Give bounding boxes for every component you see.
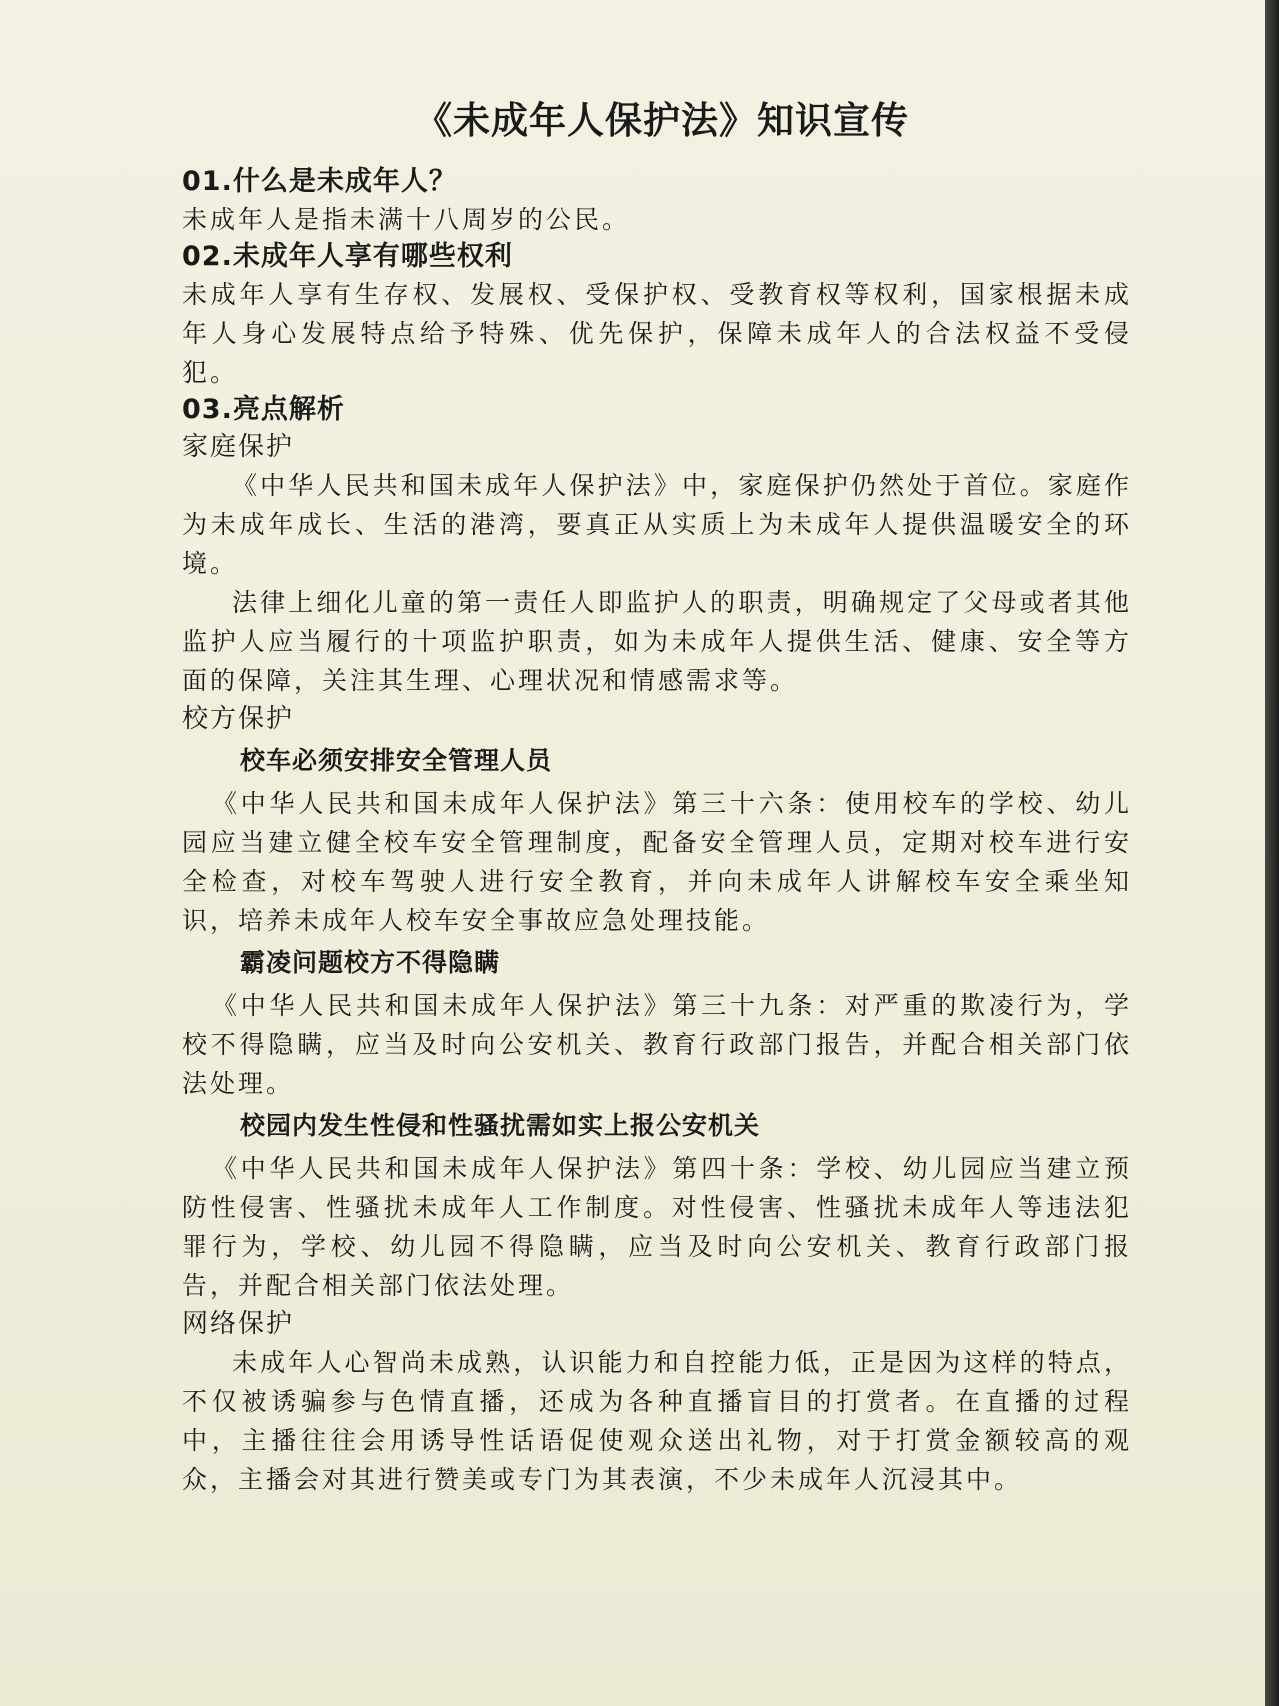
section-family-heading: 家庭保护 bbox=[182, 432, 295, 462]
section-family-paragraph-2: 法律上细化儿童的第一责任人即监护人的职责，明确规定了父母或者其他监护人应当履行的十项监护职责，如为未成年人提供生活、健康、安全等方面的保障，关注其生理、心理状况和情感需求等。 bbox=[182, 588, 1132, 695]
school-paragraph-bus: 《中华人民共和国未成年人保护法》第三十六条：使用校车的学校、幼儿园应当建立健全校车安全管理制度，配备安全管理人员，定期对校车进行安全检查，对校车驾驶人进行安全教育，并向未成年人讲解校车安全乘坐知识，培养未成年人校车安全事故应急处理技能。 bbox=[182, 789, 1132, 935]
question-1-heading: 01.什么是未成年人？ bbox=[182, 166, 457, 197]
document-title: 《未成年人保护法》知识宣传 bbox=[415, 99, 909, 142]
question-2-heading: 02.未成年人享有哪些权利 bbox=[182, 241, 513, 272]
question-1-answer: 未成年人是指未满十八周岁的公民。 bbox=[182, 205, 631, 234]
school-subheading-bus: 校车必须安排安全管理人员 bbox=[240, 746, 553, 775]
background-edge bbox=[1265, 0, 1279, 1706]
school-subheading-sexual-assault: 校园内发生性侵和性骚扰需如实上报公安机关 bbox=[240, 1111, 761, 1140]
school-subheading-bullying: 霸凌问题校方不得隐瞒 bbox=[240, 948, 501, 977]
document-content bbox=[182, 96, 1132, 1499]
school-paragraph-bullying: 《中华人民共和国未成年人保护法》第三十九条：对严重的欺凌行为，学校不得隐瞒，应当及时向公安机关、教育行政部门报告，并配合相关部门依法处理。 bbox=[182, 991, 1132, 1098]
section-school-heading: 校方保护 bbox=[182, 704, 295, 734]
question-2-answer: 未成年人享有生存权、发展权、受保护权、受教育权等权利，国家根据未成年人身心发展特点给予特殊、优先保护，保障未成年人的合法权益不受侵犯。 bbox=[182, 280, 1132, 387]
section-online-heading: 网络保护 bbox=[182, 1309, 295, 1339]
question-3-heading: 03.亮点解析 bbox=[182, 394, 345, 425]
section-online-paragraph-1: 未成年人心智尚未成熟，认识能力和自控能力低，正是因为这样的特点，不仅被诱骗参与色情直播，还成为各种直播盲目的打赏者。在直播的过程中，主播往往会用诱导性话语促使观众送出礼物，对于打赏金额较高的观众，主播会对其进行赞美或专门为其表演，不少未成年人沉浸其中。 bbox=[182, 1348, 1132, 1494]
school-paragraph-sexual-assault: 《中华人民共和国未成年人保护法》第四十条：学校、幼儿园应当建立预防性侵害、性骚扰未成年人工作制度。对性侵害、性骚扰未成年人等违法犯罪行为，学校、幼儿园不得隐瞒，应当及时向公安机关、教育行政部门报告，并配合相关部门依法处理。 bbox=[182, 1154, 1132, 1300]
section-family-paragraph-1: 《中华人民共和国未成年人保护法》中，家庭保护仍然处于首位。家庭作为未成年成长、生活的港湾，要真正从实质上为未成年人提供温暖安全的环境。 bbox=[182, 471, 1132, 578]
